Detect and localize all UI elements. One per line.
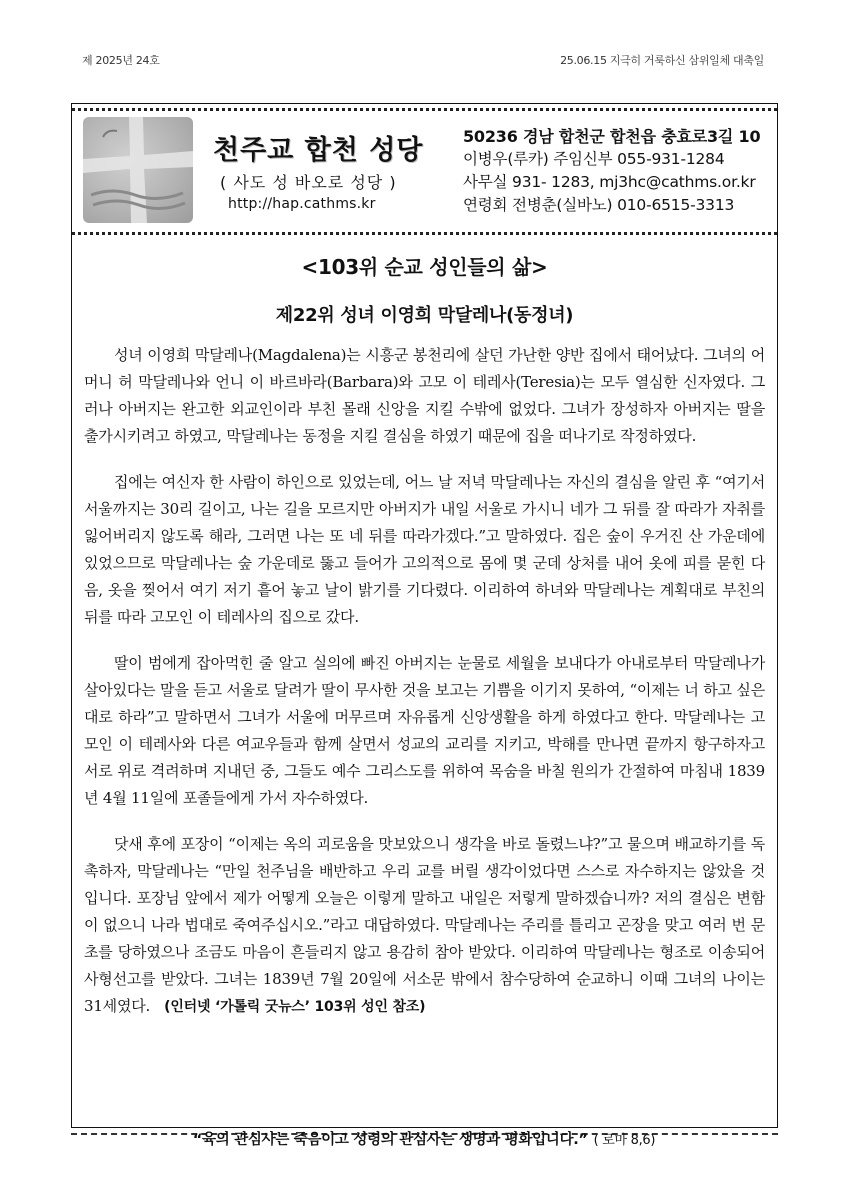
parish-name: 천주교 합천 성당 bbox=[213, 135, 424, 166]
issue-number: 제 2025년 24호 bbox=[82, 54, 160, 67]
article-reference: (인터넷 ‘가톨릭 굿뉴스’ 103위 성인 참조) bbox=[164, 999, 426, 1015]
bulletin-frame bbox=[71, 103, 778, 1128]
footer-quote-text: “육의 관심사는 죽음이고 성령의 관심사는 생명과 평화입니다.” bbox=[192, 1132, 588, 1148]
dotted-divider-top bbox=[72, 108, 777, 111]
contact-block bbox=[463, 125, 769, 217]
article-paragraph: 딸이 범에게 잡아먹힌 줄 알고 실의에 빠진 아버지는 눈물로 세월을 보내다가 아내로부터 막달레나가 살아있다는 말을 듣고 서울로 달려가 딸이 무사한 것을 보고는 기쁨을 이기지 못하여, “이제는 너 하고 싶은 대로 하라”고 말하면서 그녀가 서울에 머무르며 자유롭게 신앙생활을 하게 하였다고 한다. 막달레나는 고모인 이 테레사와 다른 여교우들과 함께 살면서 성교의 교리를 지키고, 박해를 만나면 끝까지 항구하자고 서로 위로 격려하며 지내던 중, 그들도 예수 그리스도를 위하여 목숨을 바칠 원의가 간절하여 마침내 1839년 4월 11일에 포졸들에게 가서 자수하였다. bbox=[84, 654, 765, 807]
office-contact: 사무실 931- 1283, mj3hc@cathms.or.kr bbox=[463, 173, 756, 191]
dotted-divider-middle bbox=[72, 232, 777, 235]
council-contact: 연령회 전병춘(실바노) 010-6515-3313 bbox=[463, 196, 735, 214]
pastor-contact: 이병우(루카) 주임신부 055-931-1284 bbox=[463, 150, 725, 168]
article-body bbox=[84, 342, 765, 1040]
church-logo bbox=[83, 117, 193, 223]
article-paragraph-text: 닷새 후에 포장이 “이제는 옥의 괴로움을 맛보았으니 생각을 바로 돌렸느냐?”고 물으며 배교하기를 독촉하자, 막달레나는 “만일 천주님을 배반하고 우리 교를 버릴 생각이었다면 스스로 자수하지는 않았을 것입니다. 포장님 앞에서 제가 어떻게 오늘은 이렇게 말하고 내일은 저렇게 말하겠습니까? 저의 결심은 변함이 없으니 나라 법대로 죽여주십시오.”라고 대답하였다. 막달레나는 주리를 틀리고 곤장을 맞고 여러 번 문초를 당하였으나 조금도 마음이 흔들리지 않고 용감히 참아 받았다. 이리하여 막달레나는 형조로 이송되어 사형선고를 받았다. 그녀는 1839년 7월 20일에 서소문 밖에서 참수당하여 순교하니 이때 그녀의 나이는 31세였다. bbox=[84, 835, 765, 1015]
cross-logo-icon bbox=[83, 117, 193, 223]
article-paragraph: 성녀 이영희 막달레나(Magdalena)는 시흥군 봉천리에 살던 가난한 양반 집에서 태어났다. 그녀의 어머니 허 막달레나와 언니 이 바르바라(Barbara)와 고모 이 테레사(Teresia)는 모두 열심한 신자였다. 그러나 아버지는 완고한 외교인이라 부친 몰래 신앙을 지킬 수밖에 없었다. 그녀가 장성하자 아버지는 딸을 출가시키려고 하였고, 막달레나는 동정을 지킬 결심을 하였기 때문에 집을 떠나기로 작정하였다. bbox=[84, 346, 765, 445]
article-paragraph: 집에는 여신자 한 사람이 하인으로 있었는데, 어느 날 저녁 막달레나는 자신의 결심을 알린 후 “여기서 서울까지는 30리 길이고, 나는 길을 모르지만 아버지가 내일 서울로 가시니 네가 그 뒤를 잘 따라가 자취를 잃어버리지 않도록 해라, 그러면 나는 또 네 뒤를 따라가겠다.”고 말하였다. 집은 숲이 우거진 산 가운데에 있었으므로 막달레나는 숲 가운데로 뚫고 들어가 고의적으로 몸에 몇 군데 상처를 내어 옷에 피를 묻힌 다음, 옷을 찢어서 여기 저기 흩어 놓고 날이 밝기를 기다렸다. 이리하여 하녀와 막달레나는 계획대로 부친의 뒤를 따라 고모인 이 테레사의 집으로 갔다. bbox=[84, 473, 765, 626]
parish-url[interactable]: http://hap.cathms.kr bbox=[228, 196, 376, 212]
article-paragraph-last bbox=[84, 831, 765, 1021]
parish-subtitle: ( 사도 성 바오로 성당 ) bbox=[220, 173, 397, 192]
footer-quote bbox=[0, 1128, 848, 1149]
footer-quote-source: ( 로마 8,6) bbox=[593, 1133, 656, 1148]
article-subtitle: 제22위 성녀 이영희 막달레나(동정녀) bbox=[275, 305, 574, 326]
article-title: <103위 순교 성인들의 삶> bbox=[301, 255, 548, 279]
date-feast: 25.06.15 지극히 거룩하신 삼위일체 대축일 bbox=[560, 54, 764, 67]
parish-address: 50236 경남 합천군 합천읍 충효로3길 10 bbox=[463, 127, 761, 146]
